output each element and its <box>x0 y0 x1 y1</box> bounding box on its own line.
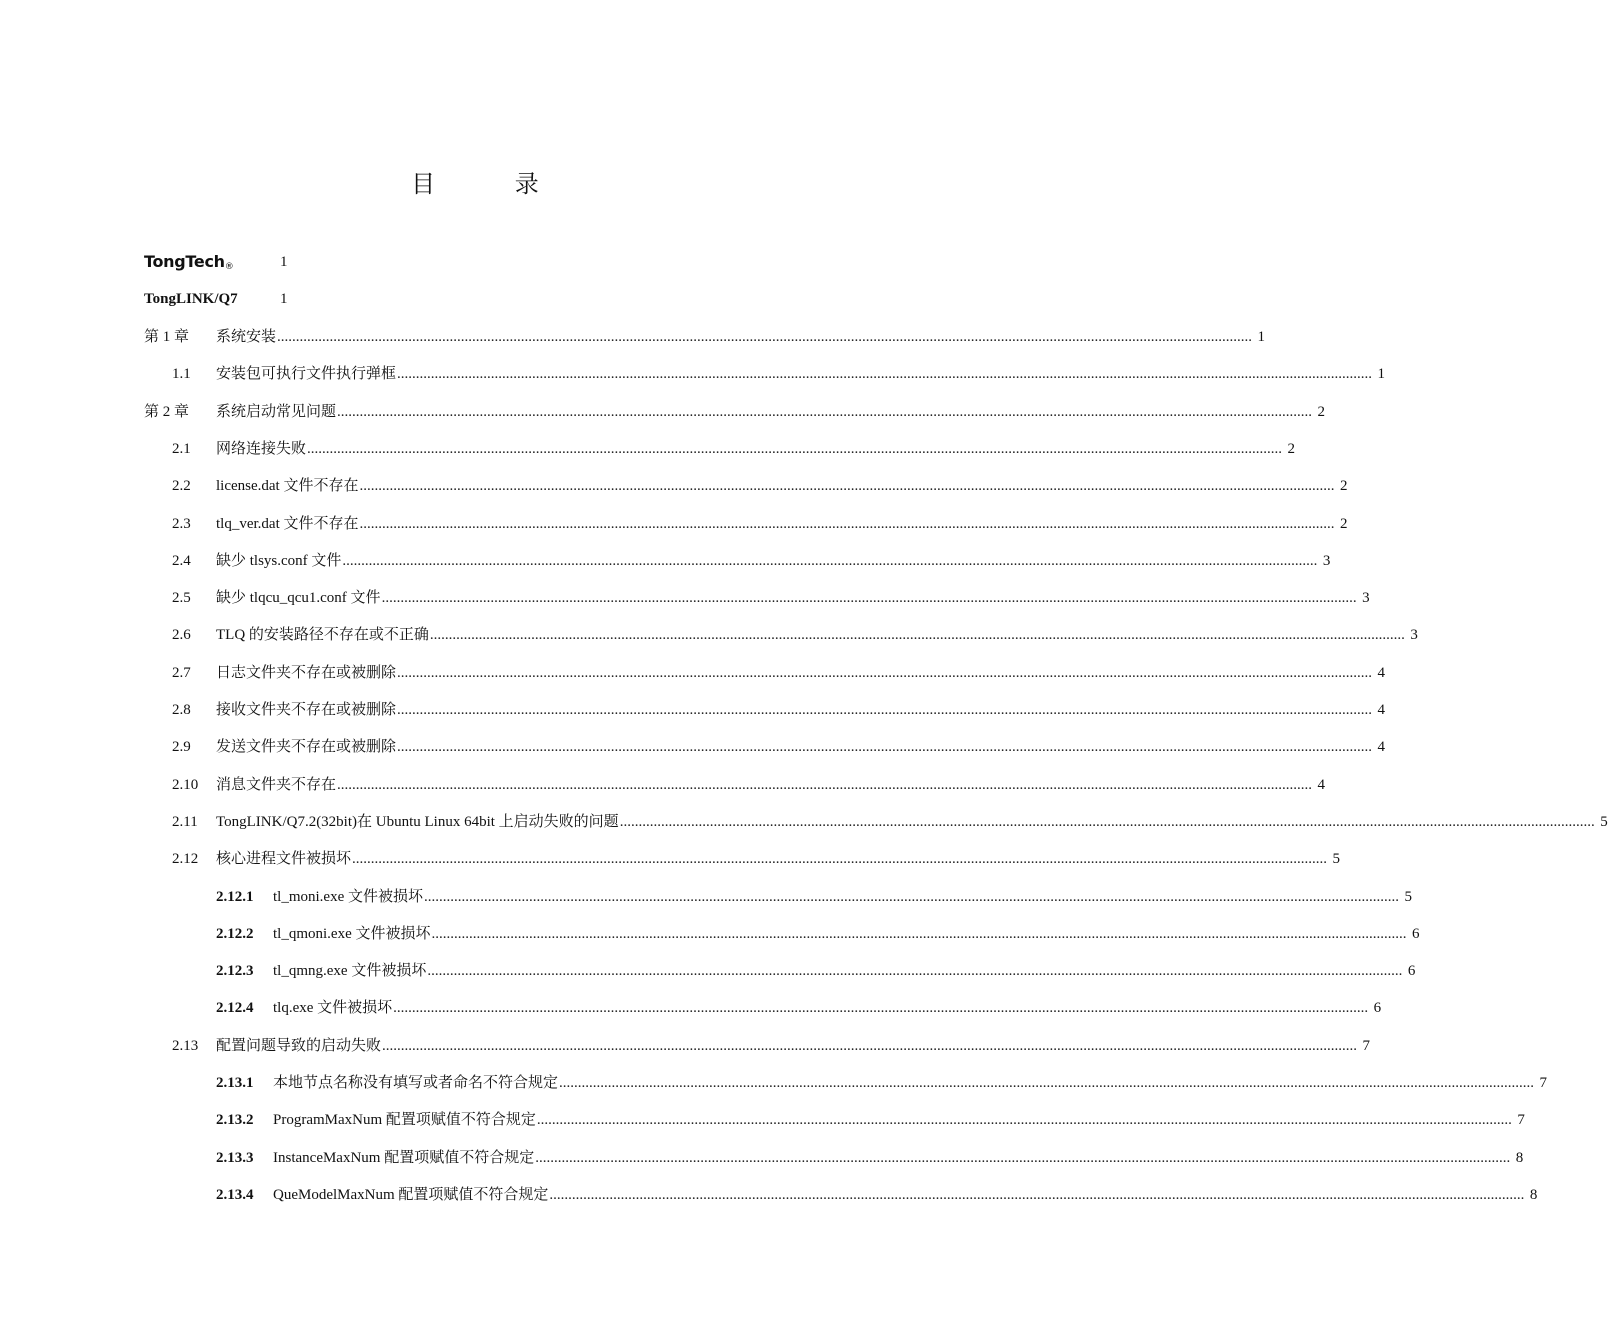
toc-entry-page-number: 4 <box>1317 776 1326 793</box>
brand-name: TongTech <box>144 252 225 271</box>
registered-mark: ® <box>224 262 234 272</box>
toc-entry-number: 2.13.1 <box>216 1075 254 1091</box>
toc-entry-page-number: 8 <box>1515 1149 1524 1166</box>
toc-entry[interactable] <box>0 1034 1371 1058</box>
toc-entry-page-number: 3 <box>1362 590 1370 607</box>
toc-entry-title: license.dat 文件不存在 <box>216 478 359 495</box>
toc-entry-number: 2.10 <box>172 776 199 793</box>
toc-dot-leader: .................................................................................................................................................................................................................................................................... <box>536 1112 1512 1129</box>
toc-entry-leader-line <box>216 512 1348 536</box>
toc-entry-number: 2.13.2 <box>216 1112 254 1129</box>
toc-entry-number: 2.13 <box>172 1037 199 1054</box>
toc-dot-leader: .................................................................................................................................................................................................................................................................... <box>337 776 1313 793</box>
toc-entry-number: 2.4 <box>172 552 191 569</box>
toc-entry[interactable] <box>0 586 1370 610</box>
toc-dot-leader: .................................................................................................................................................................................................................................................................... <box>359 478 1335 495</box>
toc-entry-leader-line <box>216 847 1341 871</box>
toc-entry-page-number: 4 <box>1377 739 1386 756</box>
toc-entry[interactable] <box>0 1071 1548 1095</box>
toc-entry-leader-line <box>273 959 1416 983</box>
toc-entry-number: 2.2 <box>172 478 191 495</box>
toc-entry-page-number: 7 <box>1517 1112 1525 1129</box>
brand-page-number: 1 <box>280 291 288 307</box>
toc-entry-title: 日志文件夹不存在或被删除 <box>216 664 397 681</box>
toc-entry[interactable] <box>0 1183 1538 1207</box>
toc-dot-leader: .................................................................................................................................................................................................................................................................... <box>424 888 1399 905</box>
toc-entry-page-number: 2 <box>1317 403 1326 420</box>
toc-entry-title: QueModelMaxNum 配置项赋值不符合规定 <box>273 1186 549 1203</box>
toc-entry[interactable] <box>0 959 1416 983</box>
toc-entry-page-number: 6 <box>1373 1000 1382 1017</box>
toc-entry-number: 1.1 <box>172 366 191 383</box>
toc-entry-title: 安装包可执行文件执行弹框 <box>216 366 397 383</box>
toc-entry-leader-line <box>273 922 1420 946</box>
toc-entry-leader-line <box>216 400 1326 424</box>
toc-entry-leader-line <box>216 698 1386 722</box>
toc-entry-leader-line <box>216 735 1386 759</box>
toc-entry-number: 2.13.3 <box>216 1149 254 1166</box>
toc-entry[interactable] <box>0 661 1386 685</box>
toc-entry-leader-line <box>216 773 1326 797</box>
toc-entry-page-number: 3 <box>1410 627 1418 644</box>
toc-dot-leader: .................................................................................................................................................................................................................................................................... <box>352 851 1328 868</box>
toc-dot-leader: .................................................................................................................................................................................................................................................................... <box>277 329 1253 345</box>
toc-entry-title: tlq_ver.dat 文件不存在 <box>216 515 359 532</box>
toc-entry-title: tlq.exe 文件被损坏 <box>273 1000 393 1017</box>
toc-entry[interactable] <box>0 996 1382 1020</box>
toc-entry-leader-line <box>216 437 1296 461</box>
toc-dot-leader: .................................................................................................................................................................................................................................................................... <box>559 1075 1535 1091</box>
toc-entry-title: TongLINK/Q7.2(32bit)在 Ubuntu Linux 64bit 上启动失败的问题 <box>216 813 619 830</box>
toc-entry-leader-line <box>273 885 1412 909</box>
toc-entry-page-number: 2 <box>1287 440 1296 457</box>
toc-entry-number: 2.13.4 <box>216 1186 254 1203</box>
toc-dot-leader: .................................................................................................................................................................................................................................................................... <box>535 1149 1511 1166</box>
toc-entry-number: 第 1 章 <box>144 329 190 345</box>
toc-entry-title: TLQ 的安装路径不存在或不正确 <box>216 627 429 644</box>
toc-entry-number: 2.8 <box>172 702 191 718</box>
toc-entry-number: 2.6 <box>172 627 191 644</box>
toc-entry-page-number: 1 <box>1257 329 1266 345</box>
toc-entry-leader-line <box>216 810 1608 834</box>
toc-entry-page-number: 4 <box>1377 664 1386 681</box>
toc-entry-number: 2.12 <box>172 851 199 868</box>
toc-dot-leader: .................................................................................................................................................................................................................................................................... <box>393 1000 1369 1017</box>
toc-entry-page-number: 4 <box>1377 702 1386 718</box>
toc-entry-title: tl_qmoni.exe 文件被损坏 <box>273 925 431 942</box>
toc-entry[interactable] <box>0 810 1608 834</box>
toc-dot-leader: .................................................................................................................................................................................................................................................................... <box>619 813 1595 830</box>
toc-entry-page-number: 7 <box>1539 1075 1548 1091</box>
toc-entry-title: tl_qmng.exe 文件被损坏 <box>273 963 427 980</box>
toc-dot-leader: .................................................................................................................................................................................................................................................................... <box>307 440 1283 457</box>
toc-entry-number: 第 2 章 <box>144 403 190 420</box>
toc-dot-leader: .................................................................................................................................................................................................................................................................... <box>397 664 1373 681</box>
page-title: 目 录 <box>411 170 575 198</box>
brand-page-number: 1 <box>280 254 288 270</box>
toc-entry[interactable] <box>0 922 1420 946</box>
toc-entry-number: 2.12.2 <box>216 925 254 942</box>
toc-entry-number: 2.7 <box>172 664 191 681</box>
toc-entry-leader-line <box>216 362 1386 386</box>
toc-entry-number: 2.12.1 <box>216 888 254 905</box>
toc-entry-leader-line <box>216 325 1266 349</box>
toc-entry-page-number: 5 <box>1404 888 1412 905</box>
toc-entry-leader-line <box>273 1183 1538 1207</box>
toc-entry[interactable] <box>0 474 1348 498</box>
toc-dot-leader: .................................................................................................................................................................................................................................................................... <box>397 366 1373 383</box>
toc-dot-leader: .................................................................................................................................................................................................................................................................... <box>359 515 1335 532</box>
toc-entry-title: 配置问题导致的启动失败 <box>216 1037 382 1054</box>
brand-name: TongLINK/Q7 <box>144 291 238 307</box>
toc-entry-leader-line <box>273 1146 1524 1170</box>
toc-entry-title: 系统启动常见问题 <box>216 403 337 420</box>
toc-entry-page-number: 7 <box>1362 1037 1371 1054</box>
toc-entry[interactable] <box>0 1146 1524 1170</box>
toc-entry[interactable] <box>0 1108 1525 1132</box>
toc-entry-page-number: 2 <box>1340 515 1348 532</box>
brand-tongtech <box>144 250 288 274</box>
toc-entry-leader-line <box>273 1071 1548 1095</box>
toc-entry[interactable] <box>0 549 1331 573</box>
toc-entry-title: ProgramMaxNum 配置项赋值不符合规定 <box>273 1112 536 1129</box>
toc-entry-number: 2.3 <box>172 515 191 532</box>
toc-entry-title: 系统安装 <box>216 329 277 345</box>
toc-dot-leader: .................................................................................................................................................................................................................................................................... <box>429 627 1405 644</box>
toc-dot-leader: .................................................................................................................................................................................................................................................................... <box>397 702 1373 718</box>
toc-entry-number: 2.9 <box>172 739 191 756</box>
toc-entry-number: 2.1 <box>172 440 191 457</box>
toc-entry-page-number: 1 <box>1377 366 1386 383</box>
toc-entry-page-number: 3 <box>1322 552 1331 569</box>
toc-entry-number: 2.11 <box>172 813 198 830</box>
toc-entry-page-number: 2 <box>1339 478 1348 495</box>
toc-entry-title: 缺少 tlqcu_qcu1.conf 文件 <box>216 590 381 607</box>
toc-dot-leader: .................................................................................................................................................................................................................................................................... <box>427 963 1403 980</box>
toc-entry-page-number: 6 <box>1407 963 1416 980</box>
toc-entry[interactable] <box>0 698 1386 722</box>
toc-entry[interactable] <box>0 885 1412 909</box>
toc-entry[interactable] <box>0 362 1386 386</box>
toc-entry-title: 接收文件夹不存在或被删除 <box>216 702 397 718</box>
toc-entry-leader-line <box>216 623 1418 647</box>
toc-entry-page-number: 8 <box>1529 1186 1538 1203</box>
toc-entry-leader-line <box>273 1108 1525 1132</box>
toc-entry-page-number: 5 <box>1600 813 1608 830</box>
toc-dot-leader: .................................................................................................................................................................................................................................................................... <box>431 925 1407 942</box>
toc-entry[interactable] <box>0 773 1326 797</box>
toc-dot-leader: .................................................................................................................................................................................................................................................................... <box>381 590 1357 607</box>
toc-entry[interactable] <box>0 437 1296 461</box>
toc-dot-leader: .................................................................................................................................................................................................................................................................... <box>342 552 1318 569</box>
toc-entry-title: 网络连接失败 <box>216 440 307 457</box>
toc-entry[interactable] <box>0 325 1266 349</box>
toc-dot-leader: .................................................................................................................................................................................................................................................................... <box>549 1186 1525 1203</box>
toc-entry[interactable] <box>0 847 1341 871</box>
toc-entry[interactable] <box>0 623 1418 647</box>
toc-entry-leader-line <box>216 1034 1371 1058</box>
toc-dot-leader: .................................................................................................................................................................................................................................................................... <box>337 403 1313 420</box>
toc-entry-leader-line <box>216 474 1348 498</box>
toc-entry-page-number: 6 <box>1412 925 1420 942</box>
toc-entry-number: 2.5 <box>172 590 191 607</box>
toc-entry-leader-line <box>273 996 1382 1020</box>
toc-entry-page-number: 5 <box>1332 851 1341 868</box>
toc-entry-number: 2.12.3 <box>216 963 254 980</box>
toc-dot-leader: .................................................................................................................................................................................................................................................................... <box>382 1037 1358 1054</box>
toc-entry-title: 缺少 tlsys.conf 文件 <box>216 552 342 569</box>
toc-entry-leader-line <box>216 586 1370 610</box>
toc-entry[interactable] <box>0 735 1386 759</box>
toc-dot-leader: .................................................................................................................................................................................................................................................................... <box>397 739 1373 756</box>
toc-entry[interactable] <box>0 512 1348 536</box>
toc-entry[interactable] <box>0 400 1326 424</box>
toc-entry-leader-line <box>216 549 1331 573</box>
toc-entry-number: 2.12.4 <box>216 1000 254 1017</box>
toc-entry-leader-line <box>216 661 1386 685</box>
toc-entry-title: 发送文件夹不存在或被删除 <box>216 739 397 756</box>
toc-entry-title: tl_moni.exe 文件被损坏 <box>273 888 423 905</box>
toc-entry-title: 核心进程文件被损坏 <box>216 851 352 868</box>
toc-entry-title: 消息文件夹不存在 <box>216 776 337 793</box>
toc-entry-title: 本地节点名称没有填写或者命名不符合规定 <box>273 1075 559 1091</box>
toc-entry-title: InstanceMaxNum 配置项赋值不符合规定 <box>273 1149 535 1166</box>
brand-tonglink <box>144 287 288 311</box>
